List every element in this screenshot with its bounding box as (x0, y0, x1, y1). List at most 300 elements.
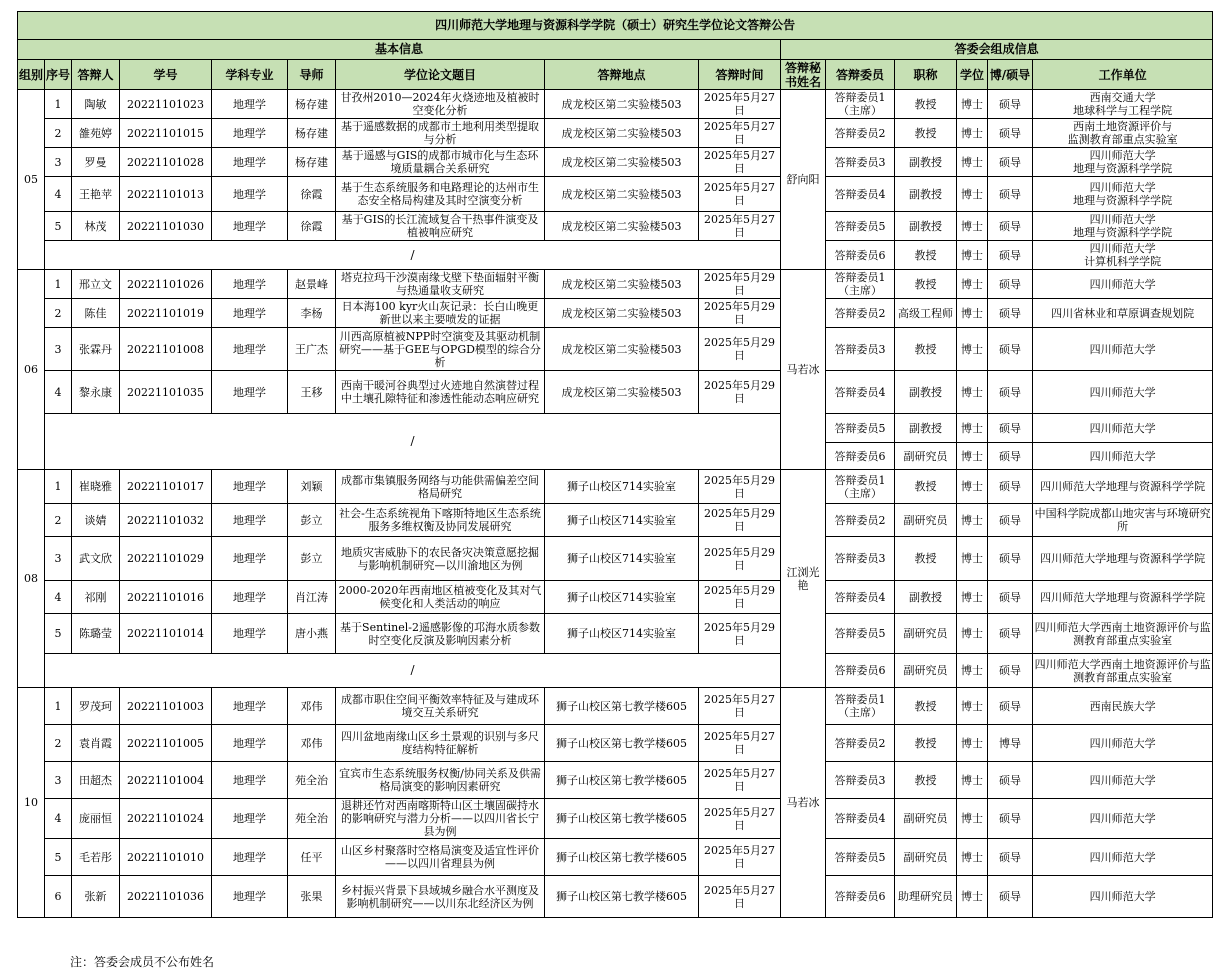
defense-location: 成龙校区第二实验楼503 (545, 299, 699, 328)
student-advisor: 肖江涛 (288, 581, 336, 614)
student-major: 地理学 (212, 212, 288, 241)
committee-member-rank: 副教授 (895, 177, 957, 212)
student-name: 罗曼 (72, 148, 120, 177)
committee-member-role: 答辩委员4 (826, 371, 895, 414)
table-row (18, 328, 1213, 371)
header-degree: 学位 (957, 60, 988, 90)
committee-member-supervisor-type: 硕导 (988, 414, 1033, 443)
committee-member-unit: 四川师范大学 (1033, 799, 1213, 839)
table-row (18, 725, 1213, 762)
defense-time: 2025年5月29日 (699, 537, 781, 581)
group-number: 10 (18, 688, 45, 918)
header-member: 答辩委员 (826, 60, 895, 90)
student-id: 20221101015 (120, 119, 212, 148)
defense-announcement-table (17, 11, 1213, 918)
student-name: 陈璐莹 (72, 614, 120, 654)
committee-member-degree: 博士 (957, 688, 988, 725)
student-id: 20221101023 (120, 90, 212, 119)
committee-member-role: 答辩委员6 (826, 443, 895, 470)
student-seq: 4 (45, 177, 72, 212)
committee-member-degree: 博士 (957, 241, 988, 270)
student-name: 谈婧 (72, 504, 120, 537)
student-id: 20221101010 (120, 839, 212, 876)
thesis-title: 地质灾害威胁下的农民备灾决策意愿挖掘与影响机制研究—以川渝地区为例 (336, 537, 545, 581)
committee-member-supervisor-type: 硕导 (988, 504, 1033, 537)
student-major: 地理学 (212, 328, 288, 371)
committee-member-role: 答辩委员5 (826, 614, 895, 654)
student-advisor: 苑全治 (288, 762, 336, 799)
defense-location: 狮子山校区714实验室 (545, 614, 699, 654)
student-advisor: 任平 (288, 839, 336, 876)
committee-member-role: 答辩委员6 (826, 241, 895, 270)
group-number: 08 (18, 470, 45, 688)
committee-member-rank: 副教授 (895, 414, 957, 443)
defense-time: 2025年5月27日 (699, 725, 781, 762)
committee-member-unit: 四川师范大学地理与资源科学学院 (1033, 470, 1213, 504)
committee-member-rank: 副教授 (895, 148, 957, 177)
committee-member-degree: 博士 (957, 470, 988, 504)
committee-member-degree: 博士 (957, 537, 988, 581)
student-major: 地理学 (212, 90, 288, 119)
committee-member-supervisor-type: 硕导 (988, 839, 1033, 876)
thesis-title: 塔克拉玛干沙漠南缘戈壁下垫面辐射平衡与热通量收支研究 (336, 270, 545, 299)
defense-time: 2025年5月27日 (699, 762, 781, 799)
student-name: 庞丽恒 (72, 799, 120, 839)
defense-location: 成龙校区第二实验楼503 (545, 328, 699, 371)
committee-member-degree: 博士 (957, 328, 988, 371)
committee-member-role: 答辩委员3 (826, 148, 895, 177)
student-name: 邢立文 (72, 270, 120, 299)
committee-member-supervisor-type: 硕导 (988, 90, 1033, 119)
defense-time: 2025年5月27日 (699, 90, 781, 119)
defense-time: 2025年5月29日 (699, 470, 781, 504)
student-seq: 2 (45, 299, 72, 328)
committee-member-unit: 四川师范大学 (1033, 876, 1213, 918)
defense-location: 狮子山校区714实验室 (545, 470, 699, 504)
committee-member-supervisor-type: 硕导 (988, 876, 1033, 918)
student-seq: 5 (45, 839, 72, 876)
student-major: 地理学 (212, 799, 288, 839)
committee-member-unit: 中国科学院成都山地灾害与环境研究所 (1033, 504, 1213, 537)
student-advisor: 王广杰 (288, 328, 336, 371)
student-major: 地理学 (212, 504, 288, 537)
committee-member-role: 答辩委员1 （主席） (826, 90, 895, 119)
group-number: 05 (18, 90, 45, 270)
committee-member-rank: 副教授 (895, 371, 957, 414)
committee-member-unit: 西南交通大学 地球科学与工程学院 (1033, 90, 1213, 119)
committee-member-supervisor-type: 硕导 (988, 581, 1033, 614)
student-major: 地理学 (212, 876, 288, 918)
student-id: 20221101004 (120, 762, 212, 799)
student-advisor: 邓伟 (288, 725, 336, 762)
committee-member-role: 答辩委员1 （主席） (826, 270, 895, 299)
committee-member-rank: 教授 (895, 90, 957, 119)
committee-member-degree: 博士 (957, 799, 988, 839)
student-major: 地理学 (212, 177, 288, 212)
student-seq: 5 (45, 614, 72, 654)
committee-member-supervisor-type: 博导 (988, 725, 1033, 762)
secretary-name: 江浏光艳 (781, 470, 826, 688)
table-row (18, 654, 1213, 688)
committee-member-unit: 四川师范大学地理与资源科学学院 (1033, 537, 1213, 581)
header-rank: 职称 (895, 60, 957, 90)
thesis-title: 社会-生态系统视角下喀斯特地区生态系统服务多维权衡及协同发展研究 (336, 504, 545, 537)
thesis-title: 乡村振兴背景下县域城乡融合水平测度及影响机制研究——以川东北经济区为例 (336, 876, 545, 918)
defense-time: 2025年5月27日 (699, 799, 781, 839)
secretary-name: 马若冰 (781, 270, 826, 470)
student-id: 20221101008 (120, 328, 212, 371)
committee-member-role: 答辩委员5 (826, 839, 895, 876)
table-row (18, 537, 1213, 581)
table-row (18, 688, 1213, 725)
defense-location: 成龙校区第二实验楼503 (545, 177, 699, 212)
committee-member-supervisor-type: 硕导 (988, 688, 1033, 725)
committee-member-role: 答辩委员4 (826, 581, 895, 614)
thesis-title: 西南干暖河谷典型过火迹地自然演替过程中土壤孔隙特征和渗透性能动态响应研究 (336, 371, 545, 414)
student-seq: 1 (45, 270, 72, 299)
defense-location: 狮子山校区714实验室 (545, 537, 699, 581)
committee-member-supervisor-type: 硕导 (988, 614, 1033, 654)
thesis-title: 川西高原植被NPP时空演变及其驱动机制研究——基于GEE与OPGD模型的综合分析 (336, 328, 545, 371)
committee-member-unit: 四川省林业和草原调查规划院 (1033, 299, 1213, 328)
committee-member-degree: 博士 (957, 371, 988, 414)
committee-member-unit: 西南土地资源评价与 监测教育部重点实验室 (1033, 119, 1213, 148)
committee-member-supervisor-type: 硕导 (988, 443, 1033, 470)
committee-member-unit: 四川师范大学西南土地资源评价与监测教育部重点实验室 (1033, 654, 1213, 688)
student-id: 20221101017 (120, 470, 212, 504)
table-row (18, 839, 1213, 876)
defense-location: 狮子山校区714实验室 (545, 504, 699, 537)
student-name: 黎永康 (72, 371, 120, 414)
committee-member-rank: 教授 (895, 537, 957, 581)
defense-location: 成龙校区第二实验楼503 (545, 148, 699, 177)
committee-member-unit: 四川师范大学 地理与资源科学学院 (1033, 148, 1213, 177)
committee-member-role: 答辩委员3 (826, 762, 895, 799)
student-major: 地理学 (212, 371, 288, 414)
table-row (18, 212, 1213, 241)
committee-member-role: 答辩委员2 (826, 725, 895, 762)
committee-member-unit: 四川师范大学 (1033, 270, 1213, 299)
student-seq: 3 (45, 762, 72, 799)
thesis-title: 成都市职住空间平衡效率特征及与建成环境交互关系研究 (336, 688, 545, 725)
committee-member-rank: 副研究员 (895, 504, 957, 537)
student-name: 张霖丹 (72, 328, 120, 371)
thesis-title: 基于Sentinel-2遥感影像的邛海水质参数时空变化反演及影响因素分析 (336, 614, 545, 654)
defense-location: 狮子山校区第七教学楼605 (545, 725, 699, 762)
committee-member-unit: 四川师范大学 (1033, 414, 1213, 443)
defense-time: 2025年5月29日 (699, 581, 781, 614)
student-major: 地理学 (212, 148, 288, 177)
committee-member-role: 答辩委员3 (826, 328, 895, 371)
committee-member-unit: 四川师范大学 地理与资源科学学院 (1033, 177, 1213, 212)
student-id: 20221101029 (120, 537, 212, 581)
student-seq: 1 (45, 470, 72, 504)
student-seq: 5 (45, 212, 72, 241)
committee-member-rank: 副研究员 (895, 839, 957, 876)
defense-location: 狮子山校区第七教学楼605 (545, 762, 699, 799)
student-major: 地理学 (212, 839, 288, 876)
section-committee-info: 答委会组成信息 (781, 40, 1213, 60)
student-id: 20221101014 (120, 614, 212, 654)
student-advisor: 赵景峰 (288, 270, 336, 299)
page-title: 四川师范大学地理与资源科学学院（硕士）研究生学位论文答辩公告 (18, 12, 1213, 40)
committee-member-rank: 教授 (895, 119, 957, 148)
committee-member-unit: 四川师范大学西南土地资源评价与监测教育部重点实验室 (1033, 614, 1213, 654)
committee-member-role: 答辩委员2 (826, 119, 895, 148)
committee-member-role: 答辩委员1 （主席） (826, 470, 895, 504)
student-seq: 3 (45, 537, 72, 581)
defense-time: 2025年5月27日 (699, 119, 781, 148)
committee-member-rank: 教授 (895, 725, 957, 762)
student-major: 地理学 (212, 762, 288, 799)
committee-member-degree: 博士 (957, 148, 988, 177)
committee-member-unit: 四川师范大学地理与资源科学学院 (1033, 581, 1213, 614)
thesis-title: 基于遥感与GIS的成都市城市化与生态环境质量耦合关系研究 (336, 148, 545, 177)
defense-location: 狮子山校区第七教学楼605 (545, 799, 699, 839)
thesis-title: 基于遥感数据的成都市土地利用类型提取与分析 (336, 119, 545, 148)
committee-member-supervisor-type: 硕导 (988, 654, 1033, 688)
defense-location: 成龙校区第二实验楼503 (545, 119, 699, 148)
committee-member-supervisor-type: 硕导 (988, 241, 1033, 270)
group-number: 06 (18, 270, 45, 470)
committee-member-rank: 助理研究员 (895, 876, 957, 918)
student-seq: 3 (45, 148, 72, 177)
defense-location: 狮子山校区第七教学楼605 (545, 876, 699, 918)
committee-member-rank: 副研究员 (895, 614, 957, 654)
student-advisor: 刘颖 (288, 470, 336, 504)
committee-member-unit: 西南民族大学 (1033, 688, 1213, 725)
empty-slot-mark: / (45, 414, 781, 470)
committee-member-degree: 博士 (957, 839, 988, 876)
committee-member-degree: 博士 (957, 725, 988, 762)
student-name: 崔晓雅 (72, 470, 120, 504)
table-row (18, 876, 1213, 918)
committee-member-supervisor-type: 硕导 (988, 270, 1033, 299)
defense-time: 2025年5月29日 (699, 371, 781, 414)
header-supervisor-type: 博/硕导 (988, 60, 1033, 90)
committee-member-supervisor-type: 硕导 (988, 762, 1033, 799)
defense-location: 狮子山校区第七教学楼605 (545, 688, 699, 725)
committee-member-supervisor-type: 硕导 (988, 119, 1033, 148)
student-seq: 1 (45, 90, 72, 119)
committee-member-rank: 副研究员 (895, 799, 957, 839)
empty-slot-mark: / (45, 654, 781, 688)
student-major: 地理学 (212, 688, 288, 725)
student-id: 20221101032 (120, 504, 212, 537)
table-row (18, 504, 1213, 537)
committee-member-unit: 四川师范大学 (1033, 371, 1213, 414)
committee-member-role: 答辩委员6 (826, 876, 895, 918)
student-seq: 4 (45, 371, 72, 414)
student-major: 地理学 (212, 581, 288, 614)
title-row (18, 12, 1213, 40)
committee-member-supervisor-type: 硕导 (988, 799, 1033, 839)
table-row (18, 371, 1213, 414)
thesis-title: 四川盆地南缘山区乡土景观的识别与多尺度结构特征解析 (336, 725, 545, 762)
committee-member-unit: 四川师范大学 (1033, 762, 1213, 799)
student-name: 武文欣 (72, 537, 120, 581)
committee-member-degree: 博士 (957, 443, 988, 470)
committee-member-degree: 博士 (957, 504, 988, 537)
student-advisor: 杨存建 (288, 148, 336, 177)
student-advisor: 张果 (288, 876, 336, 918)
committee-member-role: 答辩委员1 （主席） (826, 688, 895, 725)
student-name: 雒苑婷 (72, 119, 120, 148)
student-id: 20221101035 (120, 371, 212, 414)
table-row (18, 90, 1213, 119)
committee-member-unit: 四川师范大学 (1033, 839, 1213, 876)
table-row (18, 119, 1213, 148)
header-row (18, 60, 1213, 90)
student-id: 20221101019 (120, 299, 212, 328)
student-id: 20221101028 (120, 148, 212, 177)
student-advisor: 王移 (288, 371, 336, 414)
committee-member-role: 答辩委员5 (826, 212, 895, 241)
student-id: 20221101013 (120, 177, 212, 212)
defense-time: 2025年5月27日 (699, 688, 781, 725)
committee-member-role: 答辩委员2 (826, 299, 895, 328)
defense-time: 2025年5月27日 (699, 177, 781, 212)
student-advisor: 彭立 (288, 537, 336, 581)
committee-member-role: 答辩委员4 (826, 177, 895, 212)
defense-location: 成龙校区第二实验楼503 (545, 270, 699, 299)
committee-member-rank: 副研究员 (895, 654, 957, 688)
student-id: 20221101016 (120, 581, 212, 614)
defense-time: 2025年5月27日 (699, 876, 781, 918)
defense-time: 2025年5月29日 (699, 504, 781, 537)
footnote: 注：答委会成员不公布姓名 (70, 955, 215, 969)
defense-time: 2025年5月29日 (699, 328, 781, 371)
defense-time: 2025年5月27日 (699, 839, 781, 876)
student-seq: 3 (45, 328, 72, 371)
committee-member-degree: 博士 (957, 581, 988, 614)
committee-member-degree: 博士 (957, 177, 988, 212)
table-row (18, 299, 1213, 328)
student-id: 20221101003 (120, 688, 212, 725)
student-id: 20221101030 (120, 212, 212, 241)
committee-member-degree: 博士 (957, 270, 988, 299)
section-basic-info: 基本信息 (18, 40, 781, 60)
defense-time: 2025年5月27日 (699, 148, 781, 177)
committee-member-degree: 博士 (957, 614, 988, 654)
student-name: 陶敏 (72, 90, 120, 119)
student-major: 地理学 (212, 725, 288, 762)
committee-member-unit: 四川师范大学 (1033, 443, 1213, 470)
committee-member-rank: 教授 (895, 470, 957, 504)
student-advisor: 彭立 (288, 504, 336, 537)
student-seq: 2 (45, 119, 72, 148)
committee-member-supervisor-type: 硕导 (988, 148, 1033, 177)
committee-member-supervisor-type: 硕导 (988, 177, 1033, 212)
committee-member-unit: 四川师范大学 (1033, 725, 1213, 762)
table-row (18, 762, 1213, 799)
student-id: 20221101005 (120, 725, 212, 762)
student-seq: 4 (45, 799, 72, 839)
thesis-title: 日本海100 kyr火山灰记录：长白山晚更新世以来主要喷发的证据 (336, 299, 545, 328)
student-name: 袁肖霞 (72, 725, 120, 762)
student-advisor: 徐霞 (288, 177, 336, 212)
committee-member-unit: 四川师范大学 计算机科学学院 (1033, 241, 1213, 270)
committee-member-degree: 博士 (957, 414, 988, 443)
student-advisor: 邓伟 (288, 688, 336, 725)
empty-slot-mark: / (45, 241, 781, 270)
table-row (18, 470, 1213, 504)
defense-time: 2025年5月29日 (699, 614, 781, 654)
student-major: 地理学 (212, 614, 288, 654)
header-group: 组别 (18, 60, 45, 90)
student-name: 田超杰 (72, 762, 120, 799)
student-name: 陈佳 (72, 299, 120, 328)
student-id: 20221101024 (120, 799, 212, 839)
student-major: 地理学 (212, 299, 288, 328)
thesis-title: 退耕还竹对西南喀斯特山区土壤固碳持水的影响研究与潜力分析——以四川省长宁县为例 (336, 799, 545, 839)
defense-location: 成龙校区第二实验楼503 (545, 371, 699, 414)
thesis-title: 2000-2020年西南地区植被变化及其对气候变化和人类活动的响应 (336, 581, 545, 614)
committee-member-supervisor-type: 硕导 (988, 371, 1033, 414)
student-seq: 2 (45, 504, 72, 537)
student-advisor: 李杨 (288, 299, 336, 328)
committee-member-rank: 副教授 (895, 212, 957, 241)
committee-member-degree: 博士 (957, 119, 988, 148)
thesis-title: 宜宾市生态系统服务权衡/协同关系及供需格局演变的影响因素研究 (336, 762, 545, 799)
thesis-title: 基于GIS的长江流域复合干热事件演变及植被响应研究 (336, 212, 545, 241)
committee-member-rank: 教授 (895, 270, 957, 299)
defense-time: 2025年5月29日 (699, 270, 781, 299)
student-advisor: 苑全治 (288, 799, 336, 839)
header-major: 学科专业 (212, 60, 288, 90)
student-name: 罗茂珂 (72, 688, 120, 725)
committee-member-degree: 博士 (957, 212, 988, 241)
student-name: 祁刚 (72, 581, 120, 614)
student-advisor: 唐小燕 (288, 614, 336, 654)
defense-location: 狮子山校区第七教学楼605 (545, 839, 699, 876)
committee-member-supervisor-type: 硕导 (988, 537, 1033, 581)
committee-member-degree: 博士 (957, 762, 988, 799)
student-name: 王艳苹 (72, 177, 120, 212)
committee-member-role: 答辩委员3 (826, 537, 895, 581)
defense-location: 成龙校区第二实验楼503 (545, 212, 699, 241)
student-seq: 6 (45, 876, 72, 918)
student-advisor: 徐霞 (288, 212, 336, 241)
committee-member-supervisor-type: 硕导 (988, 470, 1033, 504)
committee-member-unit: 四川师范大学 地理与资源科学学院 (1033, 212, 1213, 241)
table-row (18, 614, 1213, 654)
defense-location: 成龙校区第二实验楼503 (545, 90, 699, 119)
defense-time: 2025年5月27日 (699, 212, 781, 241)
defense-location: 狮子山校区714实验室 (545, 581, 699, 614)
student-seq: 2 (45, 725, 72, 762)
committee-member-supervisor-type: 硕导 (988, 328, 1033, 371)
committee-member-rank: 教授 (895, 241, 957, 270)
student-advisor: 杨存建 (288, 90, 336, 119)
committee-member-rank: 副研究员 (895, 443, 957, 470)
committee-member-degree: 博士 (957, 654, 988, 688)
defense-time: 2025年5月29日 (699, 299, 781, 328)
student-major: 地理学 (212, 470, 288, 504)
header-thesis-title: 学位论文题目 (336, 60, 545, 90)
thesis-title: 成都市集镇服务网络与功能供需偏差空间格局研究 (336, 470, 545, 504)
table-row (18, 581, 1213, 614)
student-seq: 4 (45, 581, 72, 614)
committee-member-degree: 博士 (957, 90, 988, 119)
header-advisor: 导师 (288, 60, 336, 90)
header-seq: 序号 (45, 60, 72, 90)
thesis-title: 甘孜州2010—2024年火烧迹地及植被时空变化分析 (336, 90, 545, 119)
table-row (18, 148, 1213, 177)
header-time: 答辩时间 (699, 60, 781, 90)
table-row (18, 241, 1213, 270)
committee-member-rank: 高级工程师 (895, 299, 957, 328)
